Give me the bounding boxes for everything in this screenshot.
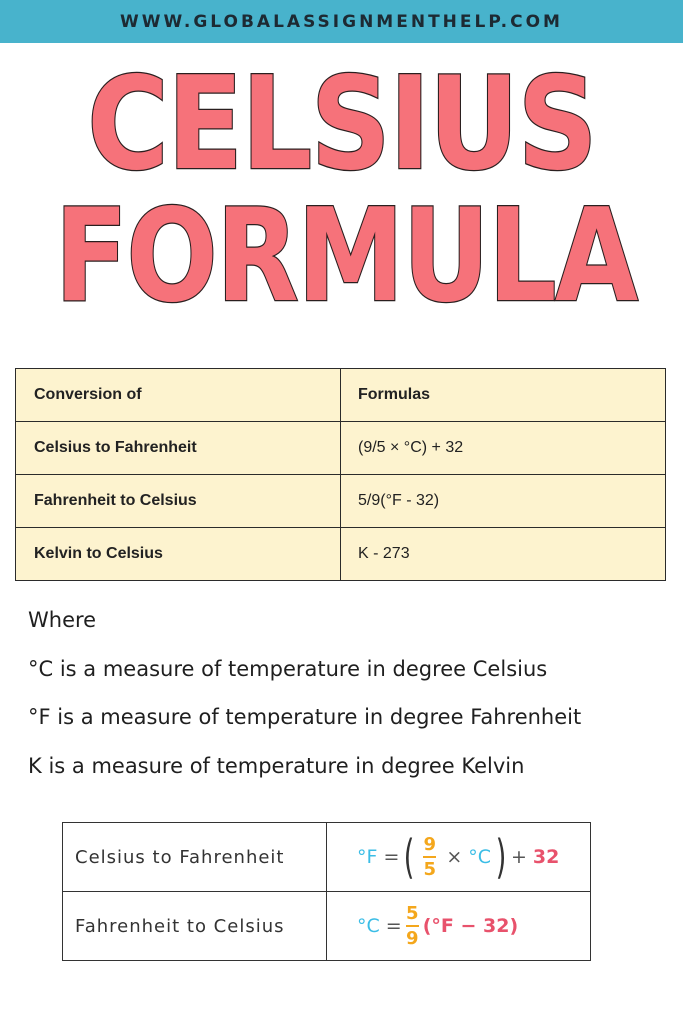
- formula-expression: (°F − 32): [422, 915, 519, 937]
- equals-sign: =: [385, 915, 402, 937]
- table-row: [16, 475, 666, 528]
- definition-line: °F is a measure of temperature in degree Fahrenheit: [28, 705, 582, 729]
- table-row: [16, 528, 666, 581]
- header-formulas: Formulas: [341, 369, 666, 422]
- fraction-denominator: 9: [405, 928, 419, 949]
- site-url: WWW.GLOBALASSIGNMENTHELP.COM: [120, 11, 563, 32]
- table-cell-conversion: Kelvin to Celsius: [16, 528, 341, 581]
- table-row: [63, 823, 591, 892]
- table-row: [63, 892, 591, 961]
- definition-line: °C is a measure of temperature in degree Celsius: [28, 656, 548, 681]
- c-to-f-formula: [357, 830, 590, 884]
- formula-lhs: °F: [357, 846, 378, 868]
- table-cell-conversion: Fahrenheit to Celsius: [16, 475, 341, 528]
- table-cell-formula: (9/5 × °C) + 32: [341, 422, 666, 475]
- page-title-line-2: FORMULA: [54, 182, 637, 331]
- fraction-numerator: 5: [405, 903, 419, 924]
- fraction: [423, 835, 436, 879]
- fraction-numerator: 9: [423, 834, 437, 855]
- open-paren: (: [403, 830, 415, 884]
- times-sign: ×: [446, 846, 463, 868]
- table-header-row: [16, 369, 666, 422]
- fraction: [406, 904, 419, 948]
- formula-label: Celsius to Fahrenheit: [63, 823, 327, 892]
- close-paren: ): [495, 830, 507, 884]
- plus-sign: +: [510, 846, 527, 868]
- fraction-denominator: 5: [423, 859, 437, 880]
- formula-lhs: °C: [357, 915, 380, 937]
- where-heading: Where: [28, 608, 97, 632]
- table-cell-formula: K - 273: [341, 528, 666, 581]
- definition-line: K is a measure of temperature in degree Kelvin: [28, 753, 525, 778]
- site-url-banner: [0, 0, 683, 43]
- formula-label: Fahrenheit to Celsius: [63, 892, 327, 961]
- table-cell-conversion: Celsius to Fahrenheit: [16, 422, 341, 475]
- equals-sign: =: [383, 846, 400, 868]
- conversion-table: [15, 368, 666, 581]
- page-title-line-1: CELSIUS: [87, 50, 596, 199]
- table-row: [16, 422, 666, 475]
- table-cell-formula: 5/9(°F - 32): [341, 475, 666, 528]
- formula-cell: [327, 823, 591, 892]
- f-to-c-formula: [357, 904, 590, 948]
- formula-constant: 32: [532, 846, 560, 868]
- formula-unit: °C: [468, 846, 492, 868]
- formula-table: [62, 822, 591, 961]
- definitions-block: [28, 604, 668, 798]
- header-conversion: Conversion of: [16, 369, 341, 422]
- formula-cell: [327, 892, 591, 961]
